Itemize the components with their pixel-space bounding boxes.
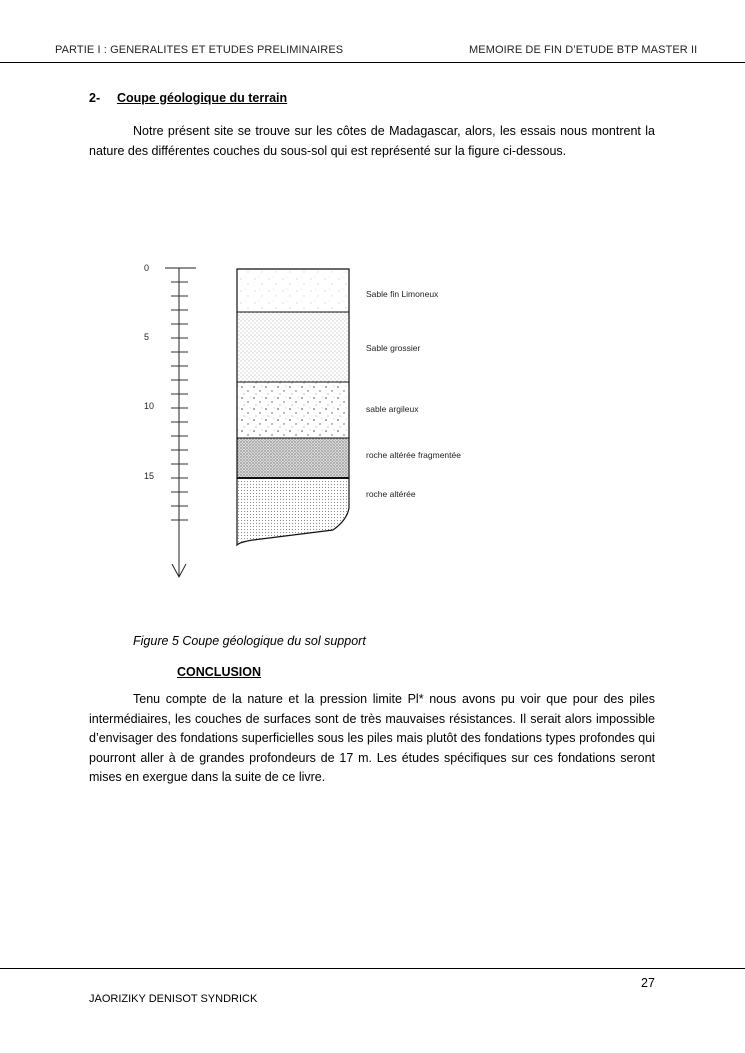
section-title: Coupe géologique du terrain [117, 91, 288, 105]
layer-label: roche altérée fragmentée [366, 450, 461, 460]
depth-tick-label: 0 [144, 263, 150, 273]
conclusion-paragraph: Tenu compte de la nature et la pression limite Pl* nous avons pu voir que pour des piles intermédiaires, les couches de surfaces sont de très mauvaises résistances. Il serait alors impossible d’envisager des fondations superficielles sous les piles mais plutôt des fondations types profondes qui pourront aller à de grandes profondeurs de 17 m. Les études spécifiques sur ces fondations seront mises en exergue dans la suite de ce livre. [89, 692, 655, 784]
figure-caption: Figure 5 Coupe géologique du sol support [133, 634, 366, 648]
header-right: MEMOIRE DE FIN D’ETUDE BTP MASTER II [469, 44, 698, 56]
layer-sable-fin-limoneux [237, 269, 349, 312]
footer-rule [0, 968, 745, 969]
page-number: 27 [641, 976, 655, 990]
layer-label: Sable grossier [366, 343, 421, 353]
layer-label: roche altérée [366, 489, 416, 499]
section-number: 2- [89, 91, 101, 105]
depth-tick-label: 15 [144, 471, 155, 481]
soil-column [237, 269, 349, 545]
author-name: JAORIZIKY DENISOT SYNDRICK [89, 993, 258, 1005]
layer-sable-grossier [237, 312, 349, 382]
header-left: PARTIE I : GENERALITES ET ETUDES PRELIMINAIRES [55, 44, 344, 56]
conclusion-title: CONCLUSION [177, 665, 262, 679]
layer-sable-argileux [237, 382, 349, 438]
layer-label: Sable fin Limoneux [366, 289, 439, 299]
depth-axis [144, 263, 196, 577]
layer-label: sable argileux [366, 404, 419, 414]
layer-roche-alteree-fragmentee [237, 438, 349, 478]
intro-paragraph: Notre présent site se trouve sur les côtes de Madagascar, alors, les essais nous montrent la nature des différentes couches du sous-sol qui est représenté sur la figure ci-dessous. [89, 124, 655, 158]
depth-tick-label: 5 [144, 332, 150, 342]
depth-tick-label: 10 [144, 401, 155, 411]
